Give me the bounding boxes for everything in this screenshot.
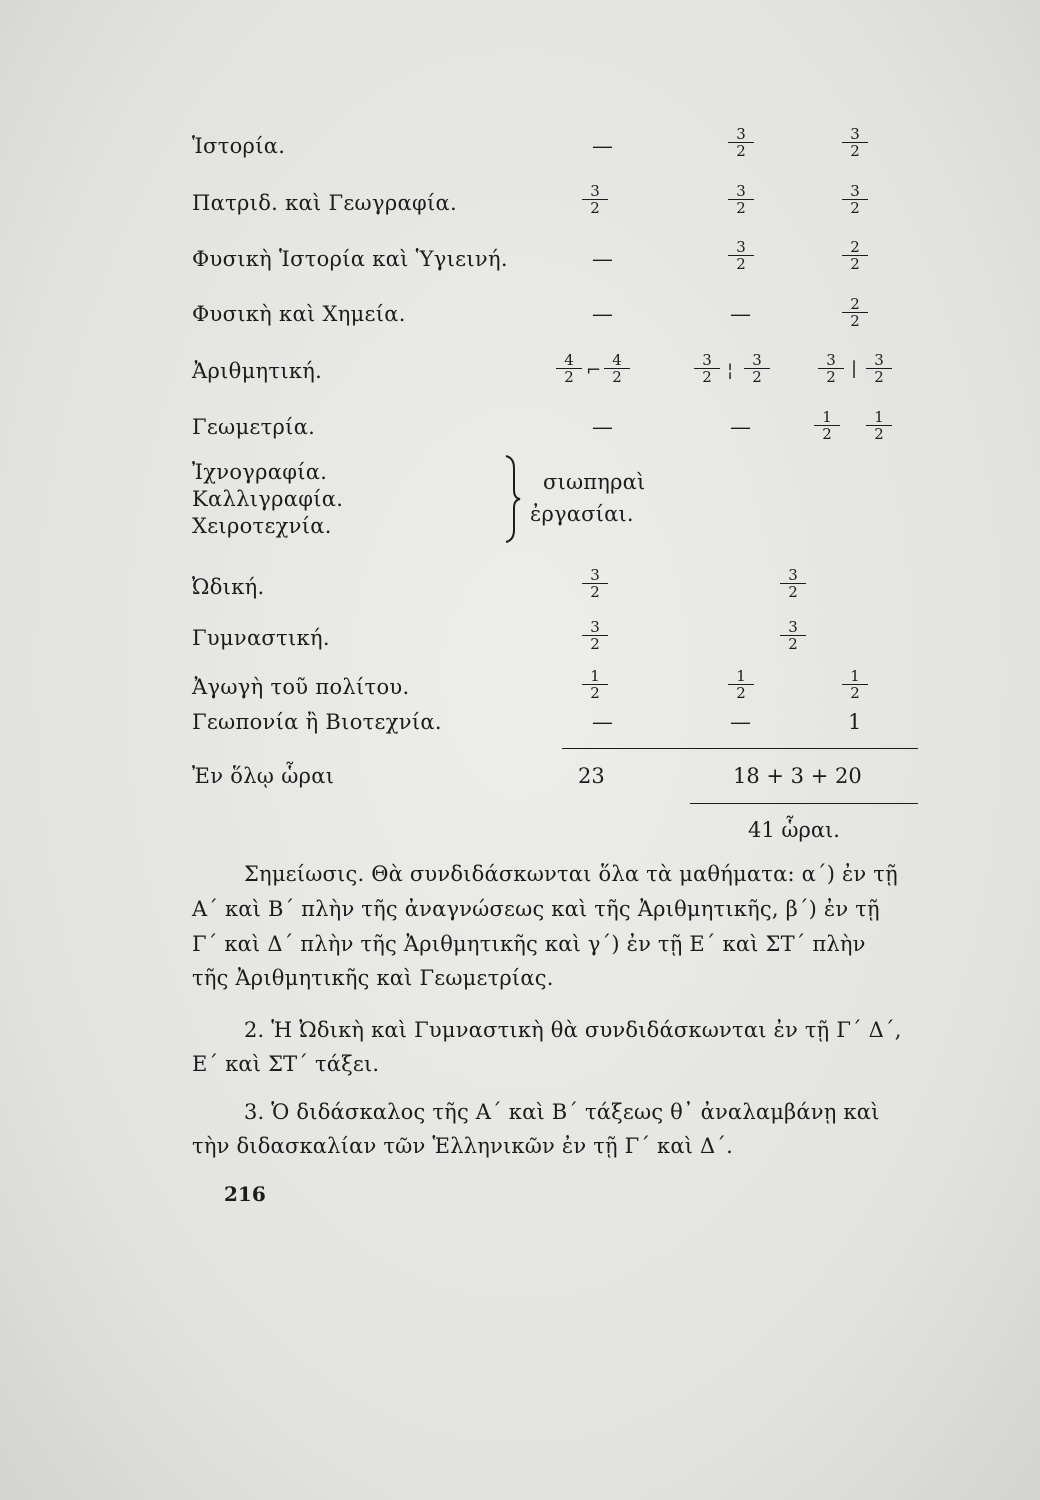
hours-col2-istoria: $\frac{3}{2}$ <box>728 126 754 159</box>
hours-col1-geometria: — <box>592 415 613 439</box>
subject-label-ichnografia: Ἰχνογραφία. <box>192 460 328 484</box>
note-2-line-2: Ε΄ καὶ ΣΤ΄ τάξει. <box>192 1052 380 1076</box>
subject-label-fysiki-istoria: Φυσικὴ Ἱστορία καὶ Ὑγιεινή. <box>192 247 508 271</box>
note-3-line-1: 3. Ὁ διδάσκαλος τῆς Α΄ καὶ Β΄ τάξεως θ᾽ ἀναλαμβάνῃ καὶ <box>244 1100 880 1124</box>
hours-col3-fysiki-chimeia: $\frac{2}{2}$ <box>842 296 868 329</box>
subject-label-kalligrafia: Καλλιγραφία. <box>192 487 344 511</box>
subject-label-fysiki-chimeia: Φυσικὴ καὶ Χημεία. <box>192 302 406 326</box>
subject-label-cheirotechnia: Χειροτεχνία. <box>192 514 332 538</box>
hours-col3-fysiki-istoria: $\frac{2}{2}$ <box>842 239 868 272</box>
hours-col1b-arithmitiki: $\frac{4}{2}$ <box>604 352 630 385</box>
subject-label-geometria: Γεωμετρία. <box>192 415 316 439</box>
page-number: 216 <box>224 1182 266 1206</box>
totals-col2: 18 + 3 + 20 <box>733 764 862 788</box>
totals-rule <box>562 748 918 749</box>
hours-col2-fysiki-chimeia: — <box>730 302 751 326</box>
note-1-line-1: Σημείωσις. Θὰ συνδιδάσκωνται ὅλα τὰ μαθήματα: α΄) ἐν τῇ <box>244 862 898 886</box>
hours-col3a-geometria: $\frac{1}{2}$ <box>814 409 840 442</box>
split-marker-col3: | <box>851 358 858 379</box>
subject-label-istoria: Ἱστορία. <box>192 134 286 158</box>
hours-col3-agogi: $\frac{1}{2}$ <box>842 668 868 701</box>
subject-label-odiki: Ὠδική. <box>192 575 265 599</box>
subject-label-patris: Πατριδ. καὶ Γεωγραφία. <box>192 191 457 215</box>
group-note-line-1: σιωπηραὶ <box>543 470 646 494</box>
subject-label-arithmitiki: Ἀριθμητική. <box>192 359 323 383</box>
hours-col3-istoria: $\frac{3}{2}$ <box>842 126 868 159</box>
note-2-line-1: 2. Ἡ Ὠδικὴ καὶ Γυμναστικὴ θὰ συνδιδάσκωνται ἐν τῇ Γ΄ Δ΄, <box>244 1018 902 1042</box>
note-3-line-2: τὴν διδασκαλίαν τῶν Ἑλληνικῶν ἐν τῇ Γ΄ καὶ Δ΄. <box>192 1134 733 1158</box>
note-1-line-4: τῆς Ἀριθμητικῆς καὶ Γεωμετρίας. <box>192 966 554 990</box>
totals-col1: 23 <box>578 764 605 788</box>
note-1-line-2: Α΄ καὶ Β΄ πλὴν τῆς ἀναγνώσεως καὶ τῆς Ἀριθμητικῆς, β΄) ἐν τῇ <box>192 897 880 921</box>
grand-total-rule <box>690 803 918 804</box>
hours-col3-patris: $\frac{3}{2}$ <box>842 183 868 216</box>
hours-col1-patris: $\frac{3}{2}$ <box>582 183 608 216</box>
note-1-line-3: Γ΄ καὶ Δ΄ πλὴν τῆς Ἀριθμητικῆς καὶ γ΄) ἐν τῇ Ε΄ καὶ ΣΤ΄ πλὴν <box>192 932 866 956</box>
hours-col1-fysiki-chimeia: — <box>592 302 613 326</box>
hours-col1-gymnastiki: $\frac{3}{2}$ <box>582 619 608 652</box>
subject-label-geoponia: Γεωπονία ἢ Βιοτεχνία. <box>192 710 442 734</box>
hours-col2-agogi: $\frac{1}{2}$ <box>728 668 754 701</box>
hours-col2b-arithmitiki: $\frac{3}{2}$ <box>744 352 770 385</box>
hours-col2-geoponia: — <box>730 710 751 734</box>
hours-col1-agogi: $\frac{1}{2}$ <box>582 668 608 701</box>
hours-col3-odiki: $\frac{3}{2}$ <box>780 567 806 600</box>
hours-col1-geoponia: — <box>592 710 613 734</box>
hours-col1-odiki: $\frac{3}{2}$ <box>582 567 608 600</box>
subject-label-gymnastiki: Γυμναστική. <box>192 626 330 650</box>
hours-col2-geometria: — <box>730 415 751 439</box>
hours-col2a-arithmitiki: $\frac{3}{2}$ <box>694 352 720 385</box>
hours-col2-fysiki-istoria: $\frac{3}{2}$ <box>728 239 754 272</box>
hours-col3-geoponia: 1 <box>848 710 862 734</box>
grand-total: 41 ὧραι. <box>748 818 840 842</box>
hours-col1-istoria: — <box>592 134 613 158</box>
hours-col1a-arithmitiki: $\frac{4}{2}$ <box>556 352 582 385</box>
hours-col3-gymnastiki: $\frac{3}{2}$ <box>780 619 806 652</box>
hours-col3b-geometria: $\frac{1}{2}$ <box>866 409 892 442</box>
hours-col3b-arithmitiki: $\frac{3}{2}$ <box>866 352 892 385</box>
group-note-line-2: ἐργασίαι. <box>530 502 634 526</box>
hours-col2-patris: $\frac{3}{2}$ <box>728 183 754 216</box>
subject-label-agogi: Ἀγωγὴ τοῦ πολίτου. <box>192 675 410 699</box>
split-marker-col2: ¦ <box>727 360 734 381</box>
hours-col1-fysiki-istoria: — <box>592 247 613 271</box>
split-marker-col1: ⌐ <box>586 360 602 381</box>
group-brace <box>500 454 524 544</box>
hours-col3a-arithmitiki: $\frac{3}{2}$ <box>818 352 844 385</box>
totals-label: Ἐν ὅλῳ ὧραι <box>192 764 335 788</box>
